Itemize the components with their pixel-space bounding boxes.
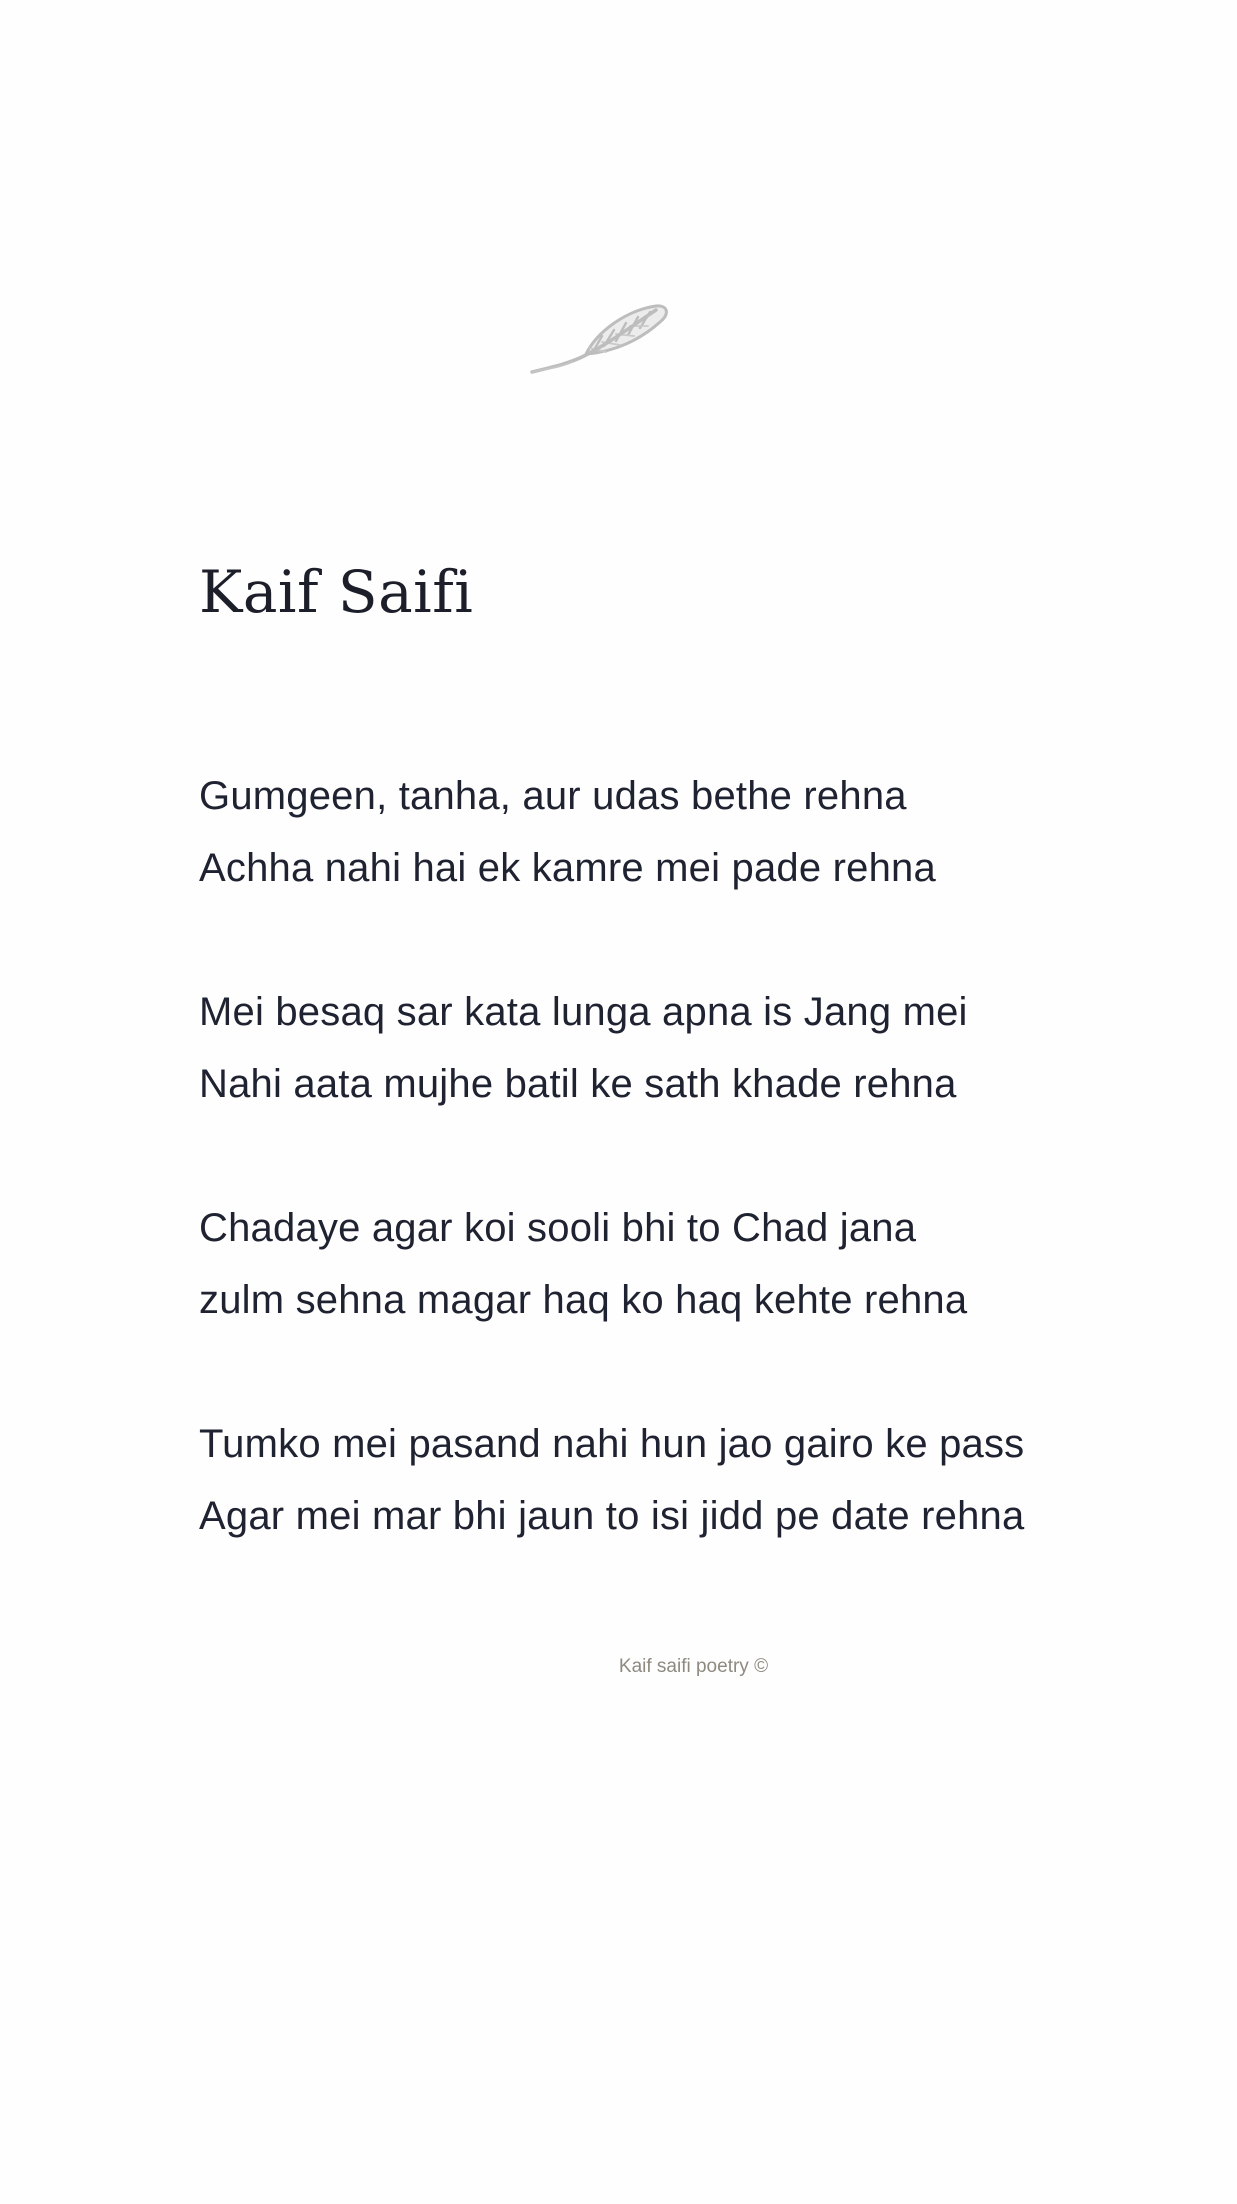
poem-stanza [199,760,1159,904]
footer-credit: Kaif saifi poetry © [618,1656,769,1677]
poem-line: Gumgeen, tanha, aur udas bethe rehna [199,774,907,818]
poem-line: Mei besaq sar kata lunga apna is Jang mei [199,990,968,1034]
poem-line: Achha nahi hai ek kamre mei pade rehna [199,846,936,890]
poem-stanza [199,976,1159,1120]
poem-stanza [199,1408,1159,1552]
poem-line: zulm sehna magar haq ko haq kehte rehna [199,1278,968,1322]
poem-line: Chadaye agar koi sooli bhi to Chad jana [199,1206,917,1250]
poem-line: Nahi aata mujhe batil ke sath khade rehna [199,1062,957,1106]
poem [199,760,1159,1624]
quill-feather-icon [528,296,668,380]
poem-line: Agar mei mar bhi jaun to isi jidd pe date rehna [199,1494,1025,1538]
poem-line: Tumko mei pasand nahi hun jao gairo ke pass [199,1422,1025,1466]
author-name: Kaif Saifi [199,558,474,626]
poem-stanza [199,1192,1159,1336]
